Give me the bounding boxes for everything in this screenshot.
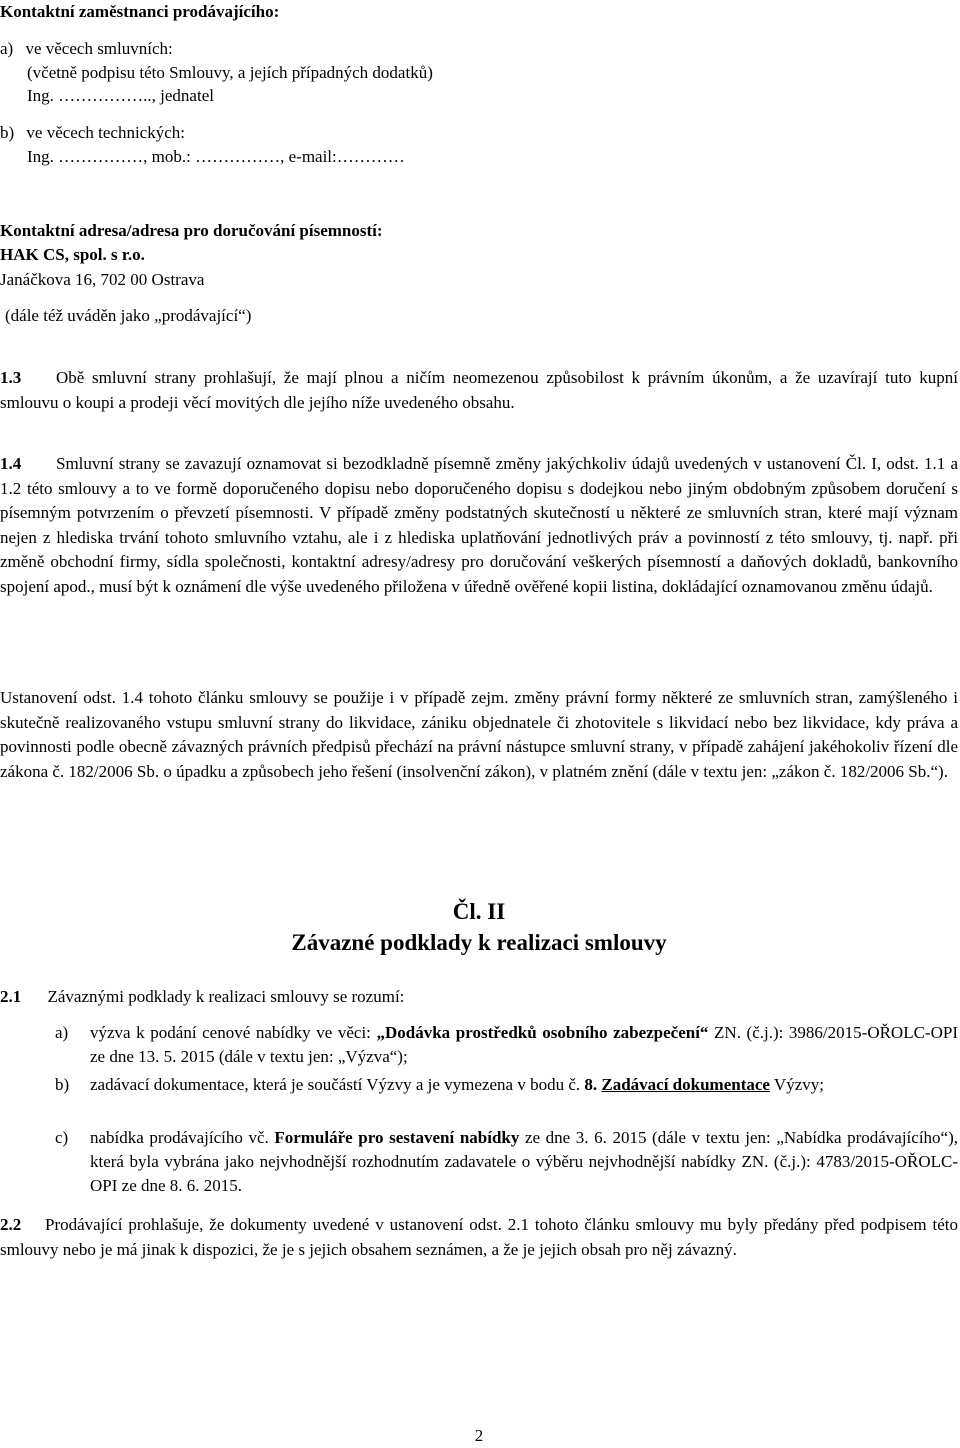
list-item-b: [55, 1073, 958, 1097]
seller-contact-a-person: Ing. …………….., jednatel: [27, 86, 214, 105]
item-b-text: ve věcech technických:: [26, 123, 185, 142]
list-item-text: [90, 1073, 958, 1097]
clause-2-1-text: Závaznými podklady k realizaci smlouvy se rozumí:: [47, 987, 405, 1006]
clause-2-1: [0, 985, 958, 1009]
list-item-text: [90, 1021, 958, 1069]
seller-alias: (dále též uváděn jako „prodávající“): [5, 306, 252, 325]
seller-contact-b-person: Ing. ……………, mob.: ……………, e-mail:…………: [27, 147, 405, 166]
text-run: ZN. (č.j.): 3986/2015-OŘOLC-OPI ze dne 13. 5. 2015 (dále v textu jen: „Výzva“);: [90, 1023, 958, 1066]
clause-number: 2.2: [0, 1215, 22, 1234]
text-run: ze dne 3. 6. 2015 (dále v textu jen: „Nabídka prodávajícího“), která byla vybrána jako nejvhodnější rozhodnutím zadavatele o výběru nejvhodnější nabídky ZN. (č.j.): 4783/2015-OŘOLC-OPI ze dne 8. 6. 2015.: [90, 1128, 958, 1195]
text-run: Výzvy;: [769, 1075, 824, 1094]
clause-1-4-text: Smluvní strany se zavazují oznamovat si bezodkladně písemně změny jakýchkoliv údajů uvedených v ustanovení Čl. I, odst. 1.1 a 1.2 této smlouvy a to ve formě doporučeného dopisu nebo doporučeného dopisu s dodejkou nebo jiným obdobným způsobem doručení s písemným potvrzením o převzetí písemnosti. V případě změny podstatných skutečností u některé ze smluvních stran, které mají význam nejen z hlediska trvání tohoto smluvního vztahu, ale i z hlediska uplatňování jednotlivých práv a povinností z této smlouvy, tj. např. při změně obchodní firmy, sídla společnosti, kontaktní adresy/adresy pro doručování veškerých písemností a daňových dokladů, bankovního spojení apod., musí být k oznámení dle výše uvedeného přiložena v úředně ověřené kopii listina, dokládající oznamovanou změnu údajů.: [0, 454, 958, 596]
text-run: zadávací dokumentace, která je součástí Výzvy a je vymezena v bodu č.: [90, 1075, 585, 1094]
article-title: Závazné podklady k realizaci smlouvy: [291, 930, 667, 955]
list-item-c: [55, 1126, 958, 1198]
item-a-label: a): [0, 39, 14, 58]
seller-contact-a-note: (včetně podpisu této Smlouvy, a jejích případných dodatků): [27, 63, 433, 82]
seller-contact-a: [0, 37, 958, 61]
seller-contact-b: [0, 121, 958, 145]
list-item-a: [55, 1021, 958, 1069]
clause-2-2-text: Prodávající prohlašuje, že dokumenty uvedené v ustanovení odst. 2.1 tohoto článku smlouvy mu byly předány před podpisem této smlouvy nebo je má jinak k dispozici, že je s jejich obsahem seznámen, a že je jejich obsah pro něj závazný.: [0, 1215, 958, 1259]
text-run: výzva k podání cenové nabídky ve věci:: [90, 1023, 377, 1042]
address-company: HAK CS, spol. s r.o.: [0, 245, 145, 264]
text-run-bold-underline: Zadávací dokumentace: [601, 1075, 770, 1094]
list-item-text: [90, 1126, 958, 1198]
item-a-text: ve věcech smluvních:: [25, 39, 173, 58]
seller-contacts-heading: Kontaktní zaměstnanci prodávajícího:: [0, 2, 280, 21]
list-item-label: b): [55, 1075, 70, 1094]
address-heading: Kontaktní adresa/adresa pro doručování písemností:: [0, 221, 383, 240]
list-item-label: c): [55, 1128, 69, 1147]
article-number: Čl. II: [452, 899, 506, 924]
text-run-bold: 8.: [584, 1075, 598, 1094]
item-b-label: b): [0, 123, 15, 142]
address-street: Janáčkova 16, 702 00 Ostrava: [0, 270, 205, 289]
clause-1-3-text: Obě smluvní strany prohlašují, že mají plnou a ničím neomezenou způsobilost k právním úkonům, a že uzavírají tuto kupní smlouvu o koupi a prodeji věcí movitých dle jejího níže uvedeného obsahu.: [0, 368, 958, 412]
text-run-bold: „Dodávka prostředků osobního zabezpečení“: [376, 1023, 709, 1042]
clause-number: 1.4: [0, 454, 22, 473]
clause-number: 1.3: [0, 368, 22, 387]
text-run: nabídka prodávajícího vč.: [90, 1128, 275, 1147]
clause-number: 2.1: [0, 987, 22, 1006]
list-item-label: a): [55, 1023, 69, 1042]
page-number: 2: [474, 1426, 484, 1445]
clause-1-4-paragraph-2: Ustanovení odst. 1.4 tohoto článku smlouvy se použije i v případě zejm. změny právní formy některé ze smluvních stran, zamýšleného i skutečně realizovaného vstupu smluvní strany do likvidace, zániku objednatele či zhotovitele s likvidací nebo bez likvidace, kdy práva a povinnosti podle obecně závazných právních předpisů přechází na právní nástupce smluvní strany, v případě zahájení jakéhokoliv řízení dle zákona č. 182/2006 Sb. o úpadku a způsobech jeho řešení (insolvenční zákon), v platném znění (dále v textu jen: „zákon č. 182/2006 Sb.“).: [0, 688, 958, 781]
text-run-bold: Formuláře pro sestavení nabídky: [274, 1128, 520, 1147]
